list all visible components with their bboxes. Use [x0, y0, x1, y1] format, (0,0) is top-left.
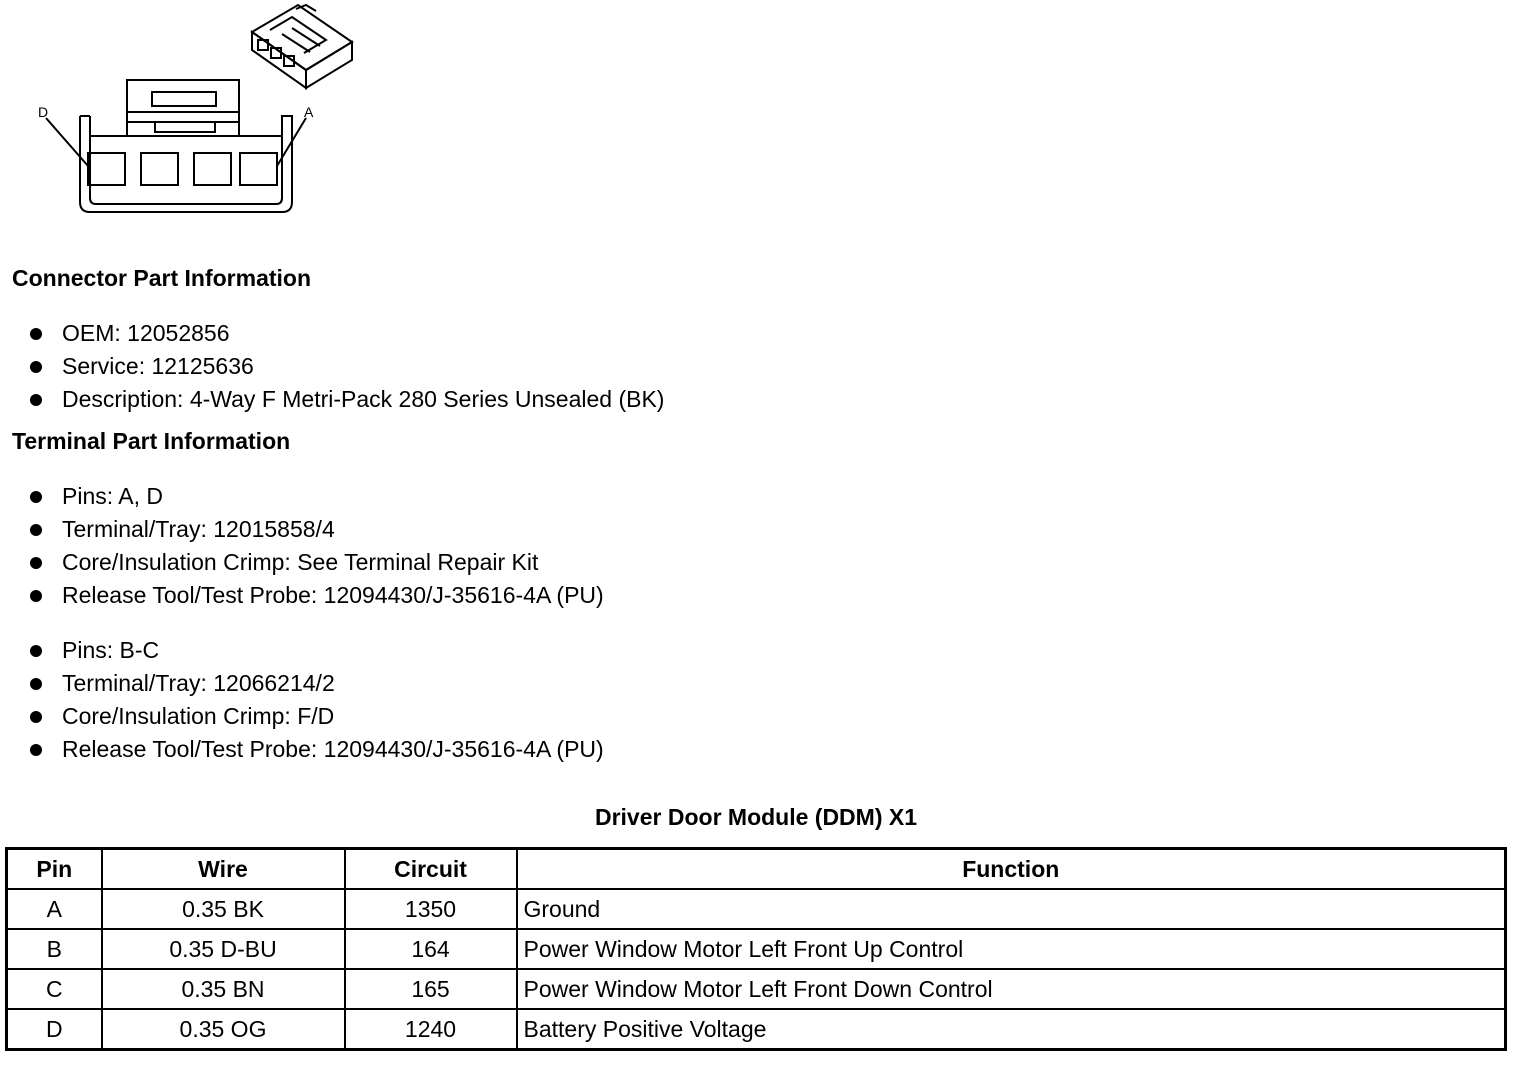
- table-row: [7, 889, 1506, 929]
- function-cell: Power Window Motor Left Front Up Control: [517, 929, 1506, 969]
- list-item: Release Tool/Test Probe: 12094430/J-35616-4A (PU): [30, 579, 604, 612]
- list-item: OEM: 12052856: [30, 317, 664, 350]
- connector-part-info-heading: Connector Part Information: [12, 265, 312, 291]
- table-row: [7, 969, 1506, 1009]
- connector-part-info-list: [30, 317, 664, 416]
- column-header-circuit: Circuit: [345, 849, 517, 890]
- cavity-d: [88, 153, 125, 185]
- column-header-function: Function: [517, 849, 1506, 890]
- cavity-b: [194, 153, 231, 185]
- table-title: Driver Door Module (DDM) X1: [594, 804, 918, 830]
- table-header-row: [7, 849, 1506, 890]
- pin-label-d: D: [38, 104, 49, 120]
- list-item: Terminal/Tray: 12066214/2: [30, 667, 604, 700]
- list-item: Core/Insulation Crimp: See Terminal Repair Kit: [30, 546, 604, 579]
- function-cell: Power Window Motor Left Front Down Control: [517, 969, 1506, 1009]
- circuit-cell: 165: [345, 969, 517, 1009]
- pin-cell: B: [7, 929, 102, 969]
- connector-isometric-view: [252, 5, 352, 88]
- list-item: Pins: B-C: [30, 634, 604, 667]
- function-cell: Ground: [517, 889, 1506, 929]
- pin-cell: C: [7, 969, 102, 1009]
- pin-cell: D: [7, 1009, 102, 1050]
- pinout-table: [5, 847, 1507, 1051]
- list-item: Core/Insulation Crimp: F/D: [30, 700, 604, 733]
- table-row: [7, 929, 1506, 969]
- wire-cell: 0.35 BK: [102, 889, 345, 929]
- circuit-cell: 1240: [345, 1009, 517, 1050]
- cavity-a: [240, 153, 277, 185]
- pin-d-leader: [46, 118, 88, 166]
- list-item: Service: 12125636: [30, 350, 664, 383]
- wire-cell: 0.35 BN: [102, 969, 345, 1009]
- connector-drawing: [30, 0, 370, 225]
- list-item: Description: 4-Way F Metri-Pack 280 Series Unsealed (BK): [30, 383, 664, 416]
- table-row: [7, 1009, 1506, 1050]
- terminal-info-list-pins-b-c: [30, 634, 604, 766]
- wire-cell: 0.35 OG: [102, 1009, 345, 1050]
- column-header-wire: Wire: [102, 849, 345, 890]
- terminal-part-info-heading: Terminal Part Information: [12, 428, 291, 454]
- column-header-pin: Pin: [7, 849, 102, 890]
- pin-cell: A: [7, 889, 102, 929]
- pin-label-a: A: [304, 104, 314, 120]
- function-cell: Battery Positive Voltage: [517, 1009, 1506, 1050]
- list-item: Release Tool/Test Probe: 12094430/J-35616-4A (PU): [30, 733, 604, 766]
- connector-front-view: [46, 80, 306, 212]
- terminal-info-list-pins-a-d: [30, 480, 604, 612]
- cavity-c: [141, 153, 178, 185]
- wire-cell: 0.35 D-BU: [102, 929, 345, 969]
- circuit-cell: 164: [345, 929, 517, 969]
- circuit-cell: 1350: [345, 889, 517, 929]
- list-item: Terminal/Tray: 12015858/4: [30, 513, 604, 546]
- list-item: Pins: A, D: [30, 480, 604, 513]
